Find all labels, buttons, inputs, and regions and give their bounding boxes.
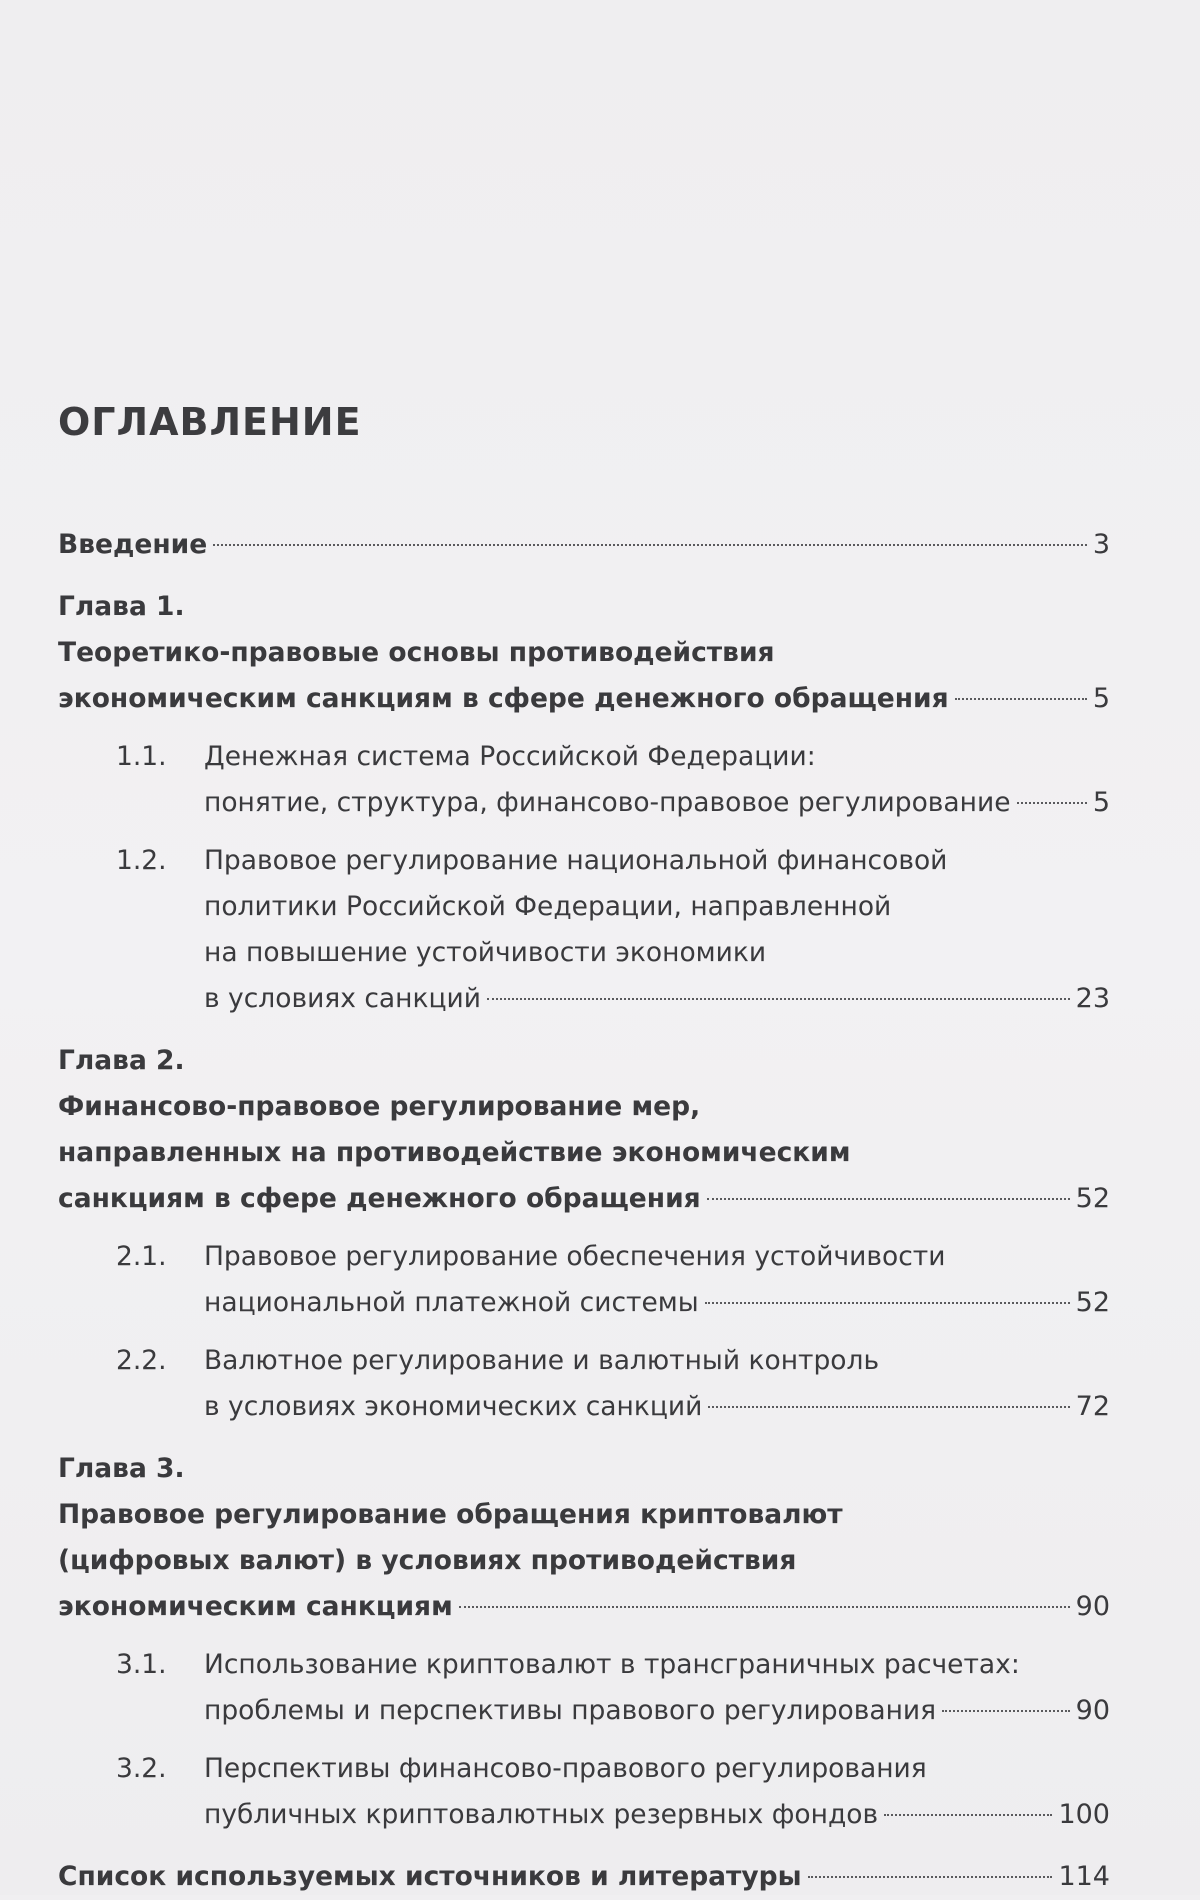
section-title-line-last <box>204 976 1110 1022</box>
toc-section-3-2 <box>58 1746 1110 1838</box>
section-title-line: на повышение устойчивости экономики <box>204 937 767 968</box>
toc-entry-label: Введение <box>58 529 208 560</box>
dot-leader <box>955 698 1087 700</box>
section-title-text: в условиях санкций <box>204 983 481 1014</box>
section-title-line: Использование криптовалют в трансграничных расчетах: <box>204 1649 1020 1680</box>
dot-leader <box>213 544 1087 546</box>
dot-leader <box>459 1606 1070 1608</box>
page-number: 5 <box>1092 683 1110 714</box>
chapter-title-line-last <box>58 1176 1110 1222</box>
chapter-title-line-last <box>58 1584 1110 1630</box>
dot-leader <box>884 1814 1052 1816</box>
page-number: 90 <box>1075 1591 1110 1622</box>
page-number: 114 <box>1058 1861 1110 1892</box>
page-number: 52 <box>1075 1287 1110 1318</box>
section-title-line: Правовое регулирование национальной финансовой <box>204 845 948 876</box>
toc-chapter-2 <box>58 1038 1110 1430</box>
section-number: 3.2. <box>116 1753 167 1784</box>
section-title-line-last <box>204 780 1110 826</box>
toc-section-2-2 <box>58 1338 1110 1430</box>
chapter-title-line: (цифровых валют) в условиях противодействия <box>58 1545 797 1576</box>
section-title-text: проблемы и перспективы правового регулирования <box>204 1695 937 1726</box>
section-title-text: понятие, структура, финансово-правовое регулирование <box>204 787 1011 818</box>
page-number: 5 <box>1092 787 1110 818</box>
chapter-title-text: экономическим санкциям <box>58 1591 453 1622</box>
page-number: 100 <box>1058 1799 1110 1830</box>
section-title-text: национальной платежной системы <box>204 1287 699 1318</box>
section-title-line: Правовое регулирование обеспечения устойчивости <box>204 1241 946 1272</box>
section-title-text: публичных криптовалютных резервных фондов <box>204 1799 879 1830</box>
chapter-heading: Глава 1. <box>58 591 185 622</box>
section-number: 1.2. <box>116 845 167 876</box>
chapter-heading: Глава 2. <box>58 1045 185 1076</box>
page-number: 3 <box>1092 529 1110 560</box>
dot-leader <box>707 1198 1070 1200</box>
dot-leader <box>942 1710 1070 1712</box>
section-title-line-last <box>204 1384 1110 1430</box>
toc-chapter-3 <box>58 1446 1110 1838</box>
dot-leader <box>487 998 1070 1000</box>
toc-chapter-1 <box>58 584 1110 1022</box>
page-number: 90 <box>1075 1695 1110 1726</box>
section-title-line-last <box>204 1280 1110 1326</box>
section-number: 1.1. <box>116 741 167 772</box>
section-number: 3.1. <box>116 1649 167 1680</box>
toc-section-1-2 <box>58 838 1110 1022</box>
chapter-heading: Глава 3. <box>58 1453 185 1484</box>
section-title-line: политики Российской Федерации, направленной <box>204 891 892 922</box>
dot-leader <box>705 1302 1070 1304</box>
section-title-line: Денежная система Российской Федерации: <box>204 741 816 772</box>
toc-section-3-1 <box>58 1642 1110 1734</box>
section-number: 2.2. <box>116 1345 167 1376</box>
chapter-title-line: направленных на противодействие экономическим <box>58 1137 851 1168</box>
page-number: 52 <box>1075 1183 1110 1214</box>
toc-entry-label: Список используемых источников и литературы <box>58 1861 802 1892</box>
dot-leader <box>708 1406 1069 1408</box>
toc-section-1-1 <box>58 734 1110 826</box>
chapter-title-line: Финансово-правовое регулирование мер, <box>58 1091 701 1122</box>
toc-entry-references <box>58 1854 1110 1900</box>
section-title-line-last <box>204 1688 1110 1734</box>
chapter-title-text: экономическим санкциям в сфере денежного обращения <box>58 683 949 714</box>
toc-section-2-1 <box>58 1234 1110 1326</box>
chapter-title-line: Правовое регулирование обращения криптовалют <box>58 1499 843 1530</box>
table-of-contents <box>58 522 1110 1900</box>
section-title-line: Перспективы финансово-правового регулирования <box>204 1753 927 1784</box>
section-title-line: Валютное регулирование и валютный контроль <box>204 1345 880 1376</box>
page-number: 72 <box>1075 1391 1110 1422</box>
section-title-text: в условиях экономических санкций <box>204 1391 703 1422</box>
section-number: 2.1. <box>116 1241 167 1272</box>
chapter-title-line-last <box>58 676 1110 722</box>
chapter-title-line: Теоретико-правовые основы противодействия <box>58 637 775 668</box>
toc-entry-intro <box>58 522 1110 568</box>
page-title: ОГЛАВЛЕНИЕ <box>58 400 362 444</box>
chapter-title-text: санкциям в сфере денежного обращения <box>58 1183 701 1214</box>
section-title-line-last <box>204 1792 1110 1838</box>
dot-leader <box>1017 802 1087 804</box>
page-number: 23 <box>1075 983 1110 1014</box>
dot-leader <box>808 1876 1053 1878</box>
